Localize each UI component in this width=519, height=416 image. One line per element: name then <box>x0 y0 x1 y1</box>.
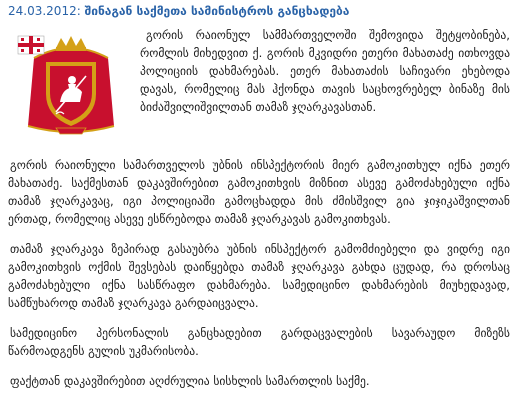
article-date: 24.03.2012: <box>8 4 81 18</box>
paragraph-3: თამაზ ჯღარკავა ზეპირად გასაუბრა უბნის ინსპექტორ გამომძიებელი და ვიდრე იგი გამოკითხვის ოქმის შევსებას დაიწყებდა თამაზ ჯღარკავა გახდა ცუდად, რა დროსაც გამოძახებული იქნა სასწრაფო დახმარება. სამედიცინო დახმარების მიუხედავად, სამწუხაროდ თამაზ ჯღარკავა გარდაიცვალა. <box>8 242 510 310</box>
paragraph-5: ფაქტთან დაკავშირებით აღძრულია სისხლის სამართლის საქმე. <box>10 374 370 388</box>
emblem <box>10 24 134 144</box>
article-title: შინაგან საქმეთა სამინისტროს განცხადება <box>84 4 350 18</box>
article-body <box>8 26 510 390</box>
paragraph-1: გორის რაიონულ სამმართველოში შემოვიდა შეტყობინება, რომლის მიხედვით ქ. გორის მკვიდრი ეთერი მახათაძე ითხოვდა პოლიციის დახმარებას. ეთერ მახათაძის საჩივარი ეხებოდა დავას, რომელიც მას ჰქონდა თავის საცხოვრებელ ბინაზე მის ბიძაშვილიშვილთან თამაზ ჯღარკავასთან. <box>140 28 510 114</box>
paragraph-2: გორის რაიონული სამართველოს უბნის ინსპექტორის მიერ გამოკითხულ იქნა ეთერ მახათაძე. საქმესთან დაკავშირებით გამოკითხვის მიზნით ასევე გამოძახებული იქნა თამაზ ჯღარკავაც, იგი პოლიციაში გამოცხადდა მის ძმისშვილ გია ჯიჯიკაშვილთან ერთად, რომელიც ასევე ესწრებოდა თამაზ ჯღარკავას გამოკითხვას. <box>8 158 510 226</box>
article-headline <box>8 0 510 26</box>
georgia-coat-of-arms-icon <box>16 30 126 140</box>
paragraph-4: სამედიცინო პერსონალის განცხადებით გარდაცვალების სავარაუდო მიზეზს წარმოადგენს გულის უკმარისობა. <box>8 326 510 358</box>
